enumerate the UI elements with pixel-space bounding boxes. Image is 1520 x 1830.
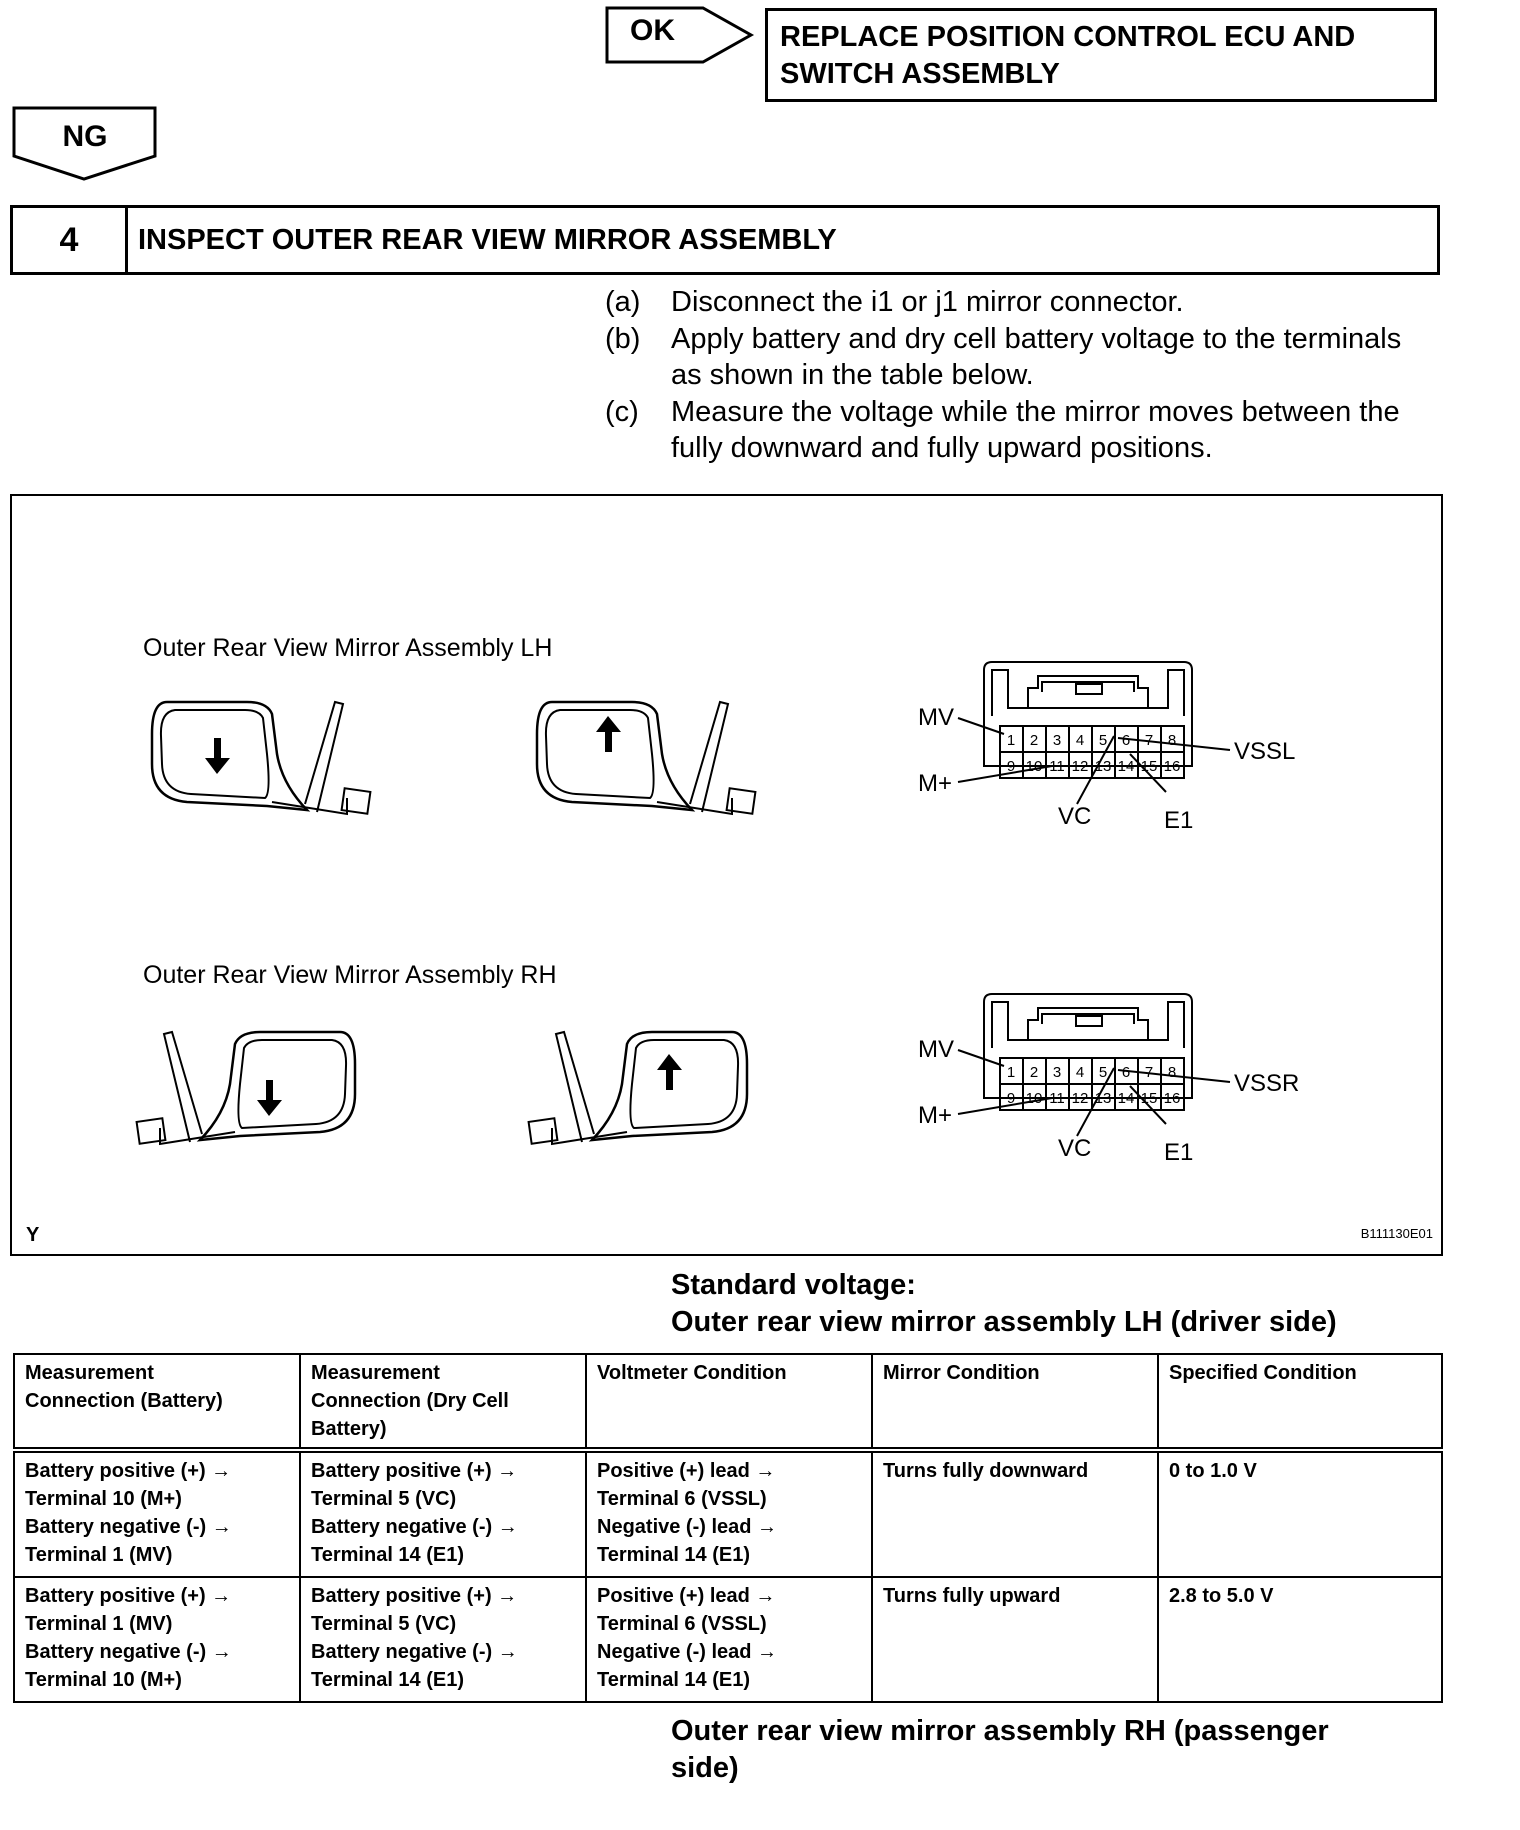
vss-label: VSSR bbox=[1234, 1070, 1300, 1097]
standard-voltage-label: Standard voltage: bbox=[671, 1269, 916, 1301]
instruction-item bbox=[605, 394, 1435, 467]
pin-label: 8 bbox=[1167, 732, 1177, 749]
mv-label: MV bbox=[918, 704, 954, 731]
rh-mirror-down-illustration bbox=[130, 1024, 360, 1154]
mplus-label: M+ bbox=[918, 1102, 953, 1129]
lh-mirror-up-illustration bbox=[532, 694, 762, 824]
pin-label: 16 bbox=[1163, 758, 1181, 775]
pin-label: 7 bbox=[1144, 1064, 1154, 1081]
standard-voltage-table bbox=[13, 1353, 1443, 1703]
instruction-letter: (a) bbox=[605, 286, 641, 318]
pin-label: 15 bbox=[1140, 758, 1158, 775]
pin-label: 4 bbox=[1075, 732, 1085, 749]
table-cell: Battery positive (+) → Terminal 10 (M+) Battery negative (-) → Terminal 1 (MV) bbox=[14, 1450, 300, 1577]
pin-label: 7 bbox=[1144, 732, 1154, 749]
instruction-letter: (b) bbox=[605, 322, 641, 355]
pin-label: 4 bbox=[1075, 1064, 1085, 1081]
figure-code: B111130E01 bbox=[1360, 1226, 1433, 1241]
vss-label: VSSL bbox=[1234, 738, 1296, 765]
pin-label: 5 bbox=[1098, 1064, 1108, 1081]
result-line-2: SWITCH ASSEMBLY bbox=[780, 58, 1060, 90]
result-line-1: REPLACE POSITION CONTROL ECU AND bbox=[780, 21, 1356, 53]
replace-ecu-instruction-box bbox=[765, 8, 1437, 102]
table-row bbox=[14, 1577, 1442, 1702]
table-header-row bbox=[14, 1354, 1442, 1450]
lh-mirror-down-illustration bbox=[147, 694, 377, 824]
rh-table-title bbox=[671, 1713, 1441, 1786]
connector-rh-diagram bbox=[892, 978, 1322, 1168]
instruction-item bbox=[605, 321, 1435, 394]
pin-label: 12 bbox=[1071, 1090, 1089, 1107]
table-cell: Positive (+) lead → Terminal 6 (VSSL) Negative (-) lead → Terminal 14 (E1) bbox=[586, 1450, 872, 1577]
pin-label: 10 bbox=[1025, 758, 1043, 775]
pin-label: 9 bbox=[1006, 758, 1016, 775]
e1-label: E1 bbox=[1164, 807, 1194, 834]
pin-label: 15 bbox=[1140, 1090, 1158, 1107]
rh-title-line-2: side) bbox=[671, 1751, 739, 1784]
vc-label: VC bbox=[1058, 1135, 1092, 1162]
instruction-item bbox=[605, 284, 1435, 321]
lh-table-title: Outer rear view mirror assembly LH (driver side) bbox=[671, 1305, 1337, 1338]
pin-label: 9 bbox=[1006, 1090, 1016, 1107]
rh-mirror-up-illustration bbox=[522, 1024, 752, 1154]
vc-label: VC bbox=[1058, 803, 1092, 830]
table-cell: Battery positive (+) → Terminal 1 (MV) Battery negative (-) → Terminal 10 (M+) bbox=[14, 1577, 300, 1702]
pin-label: 11 bbox=[1049, 758, 1065, 775]
pin-label: 1 bbox=[1006, 732, 1016, 749]
pin-label: 6 bbox=[1121, 1064, 1131, 1081]
header-voltmeter-condition: Voltmeter Condition bbox=[586, 1354, 872, 1450]
step-number: 4 bbox=[13, 208, 128, 272]
pin-label: 3 bbox=[1052, 1064, 1062, 1081]
pin-label: 1 bbox=[1006, 1064, 1016, 1081]
ng-label: NG bbox=[62, 120, 108, 153]
rh-title-line-1: Outer rear view mirror assembly RH (passenger bbox=[671, 1715, 1329, 1747]
figure-corner-mark: Y bbox=[26, 1224, 40, 1246]
table-cell: Turns fully downward bbox=[872, 1450, 1158, 1577]
header-battery-connection: Measurement Connection (Battery) bbox=[14, 1354, 300, 1450]
e1-label: E1 bbox=[1164, 1139, 1194, 1166]
pin-label: 11 bbox=[1049, 1090, 1065, 1107]
mv-label: MV bbox=[918, 1036, 954, 1063]
pin-label: 14 bbox=[1117, 1090, 1135, 1107]
table-cell: Battery positive (+) → Terminal 5 (VC) Battery negative (-) → Terminal 14 (E1) bbox=[300, 1577, 586, 1702]
pin-label: 6 bbox=[1121, 732, 1131, 749]
pin-label: 13 bbox=[1094, 758, 1112, 775]
mplus-label: M+ bbox=[918, 770, 953, 797]
table-cell: Battery positive (+) → Terminal 5 (VC) Battery negative (-) → Terminal 14 (E1) bbox=[300, 1450, 586, 1577]
connector-lh-diagram bbox=[892, 646, 1322, 836]
table-row bbox=[14, 1450, 1442, 1577]
pin-label: 8 bbox=[1167, 1064, 1177, 1081]
pin-label: 16 bbox=[1163, 1090, 1181, 1107]
table-cell: Turns fully upward bbox=[872, 1577, 1158, 1702]
pin-label: 14 bbox=[1117, 758, 1135, 775]
header-specified-condition: Specified Condition bbox=[1158, 1354, 1442, 1450]
pin-label: 3 bbox=[1052, 732, 1062, 749]
step-title: INSPECT OUTER REAR VIEW MIRROR ASSEMBLY bbox=[138, 223, 837, 256]
header-dry-cell-connection: Measurement Connection (Dry Cell Battery) bbox=[300, 1354, 586, 1450]
step-header bbox=[10, 205, 1440, 275]
mirror-figure bbox=[10, 494, 1443, 1256]
standard-voltage-heading bbox=[671, 1267, 1441, 1340]
header-mirror-condition: Mirror Condition bbox=[872, 1354, 1158, 1450]
instruction-list bbox=[605, 284, 1435, 467]
instruction-text: Apply battery and dry cell battery voltage to the terminals as shown in the table below. bbox=[671, 322, 1402, 391]
caption-lh: Outer Rear View Mirror Assembly LH bbox=[143, 634, 553, 662]
caption-rh: Outer Rear View Mirror Assembly RH bbox=[143, 961, 557, 989]
instruction-text: Measure the voltage while the mirror moves between the fully downward and fully upward positions. bbox=[671, 395, 1400, 464]
table-cell: 0 to 1.0 V bbox=[1158, 1450, 1442, 1577]
table-cell: Positive (+) lead → Terminal 6 (VSSL) Negative (-) lead → Terminal 14 (E1) bbox=[586, 1577, 872, 1702]
pin-label: 13 bbox=[1094, 1090, 1112, 1107]
table-cell: 2.8 to 5.0 V bbox=[1158, 1577, 1442, 1702]
ok-label: OK bbox=[630, 14, 675, 47]
instruction-letter: (c) bbox=[605, 395, 639, 428]
pin-label: 10 bbox=[1025, 1090, 1043, 1107]
pin-label: 5 bbox=[1098, 732, 1108, 749]
pin-label: 2 bbox=[1029, 732, 1039, 749]
pin-label: 12 bbox=[1071, 758, 1089, 775]
instruction-text: Disconnect the i1 or j1 mirror connector. bbox=[671, 286, 1184, 318]
pin-label: 2 bbox=[1029, 1064, 1039, 1081]
